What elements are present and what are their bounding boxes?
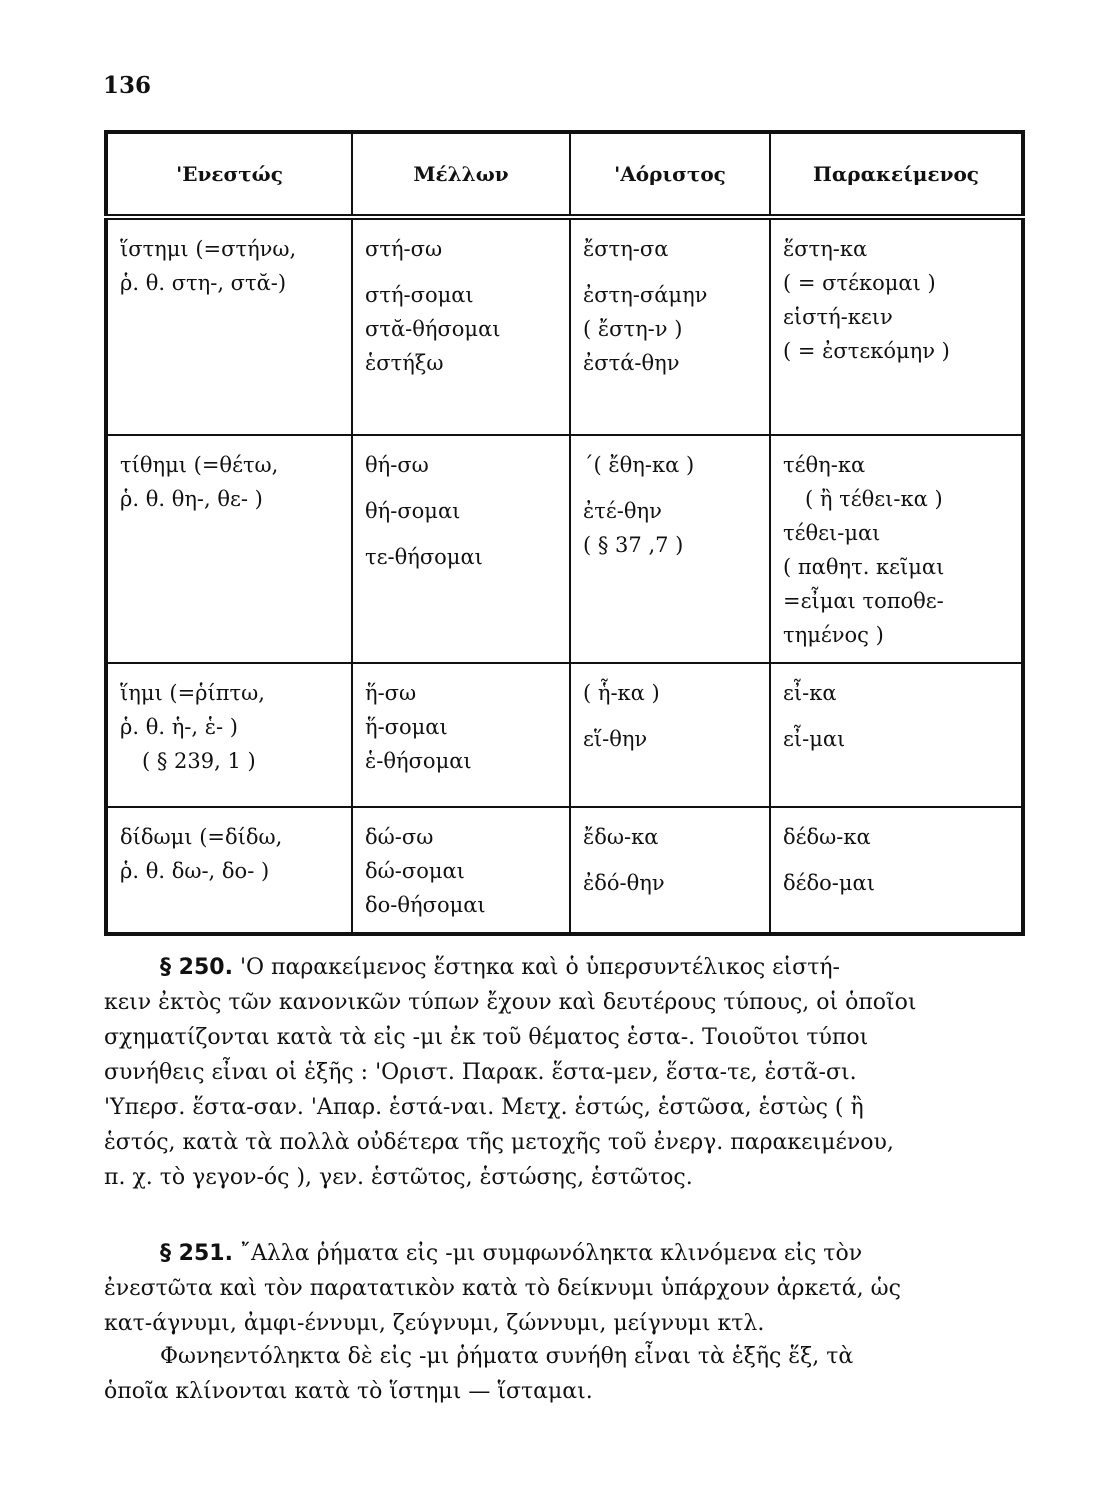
cell-line: ῥ. θ. θη-, θε- ) (120, 487, 263, 511)
cell-aorist (570, 807, 770, 934)
cell-line: τέθη-κα (783, 453, 866, 477)
table-row (106, 217, 1023, 435)
cell-line: εἶ-κα (783, 681, 837, 705)
cell-line: τίθημι (=θέτω, (120, 453, 279, 477)
cell-line: δέδο-μαι (783, 871, 875, 895)
section-number: § 251. (160, 1241, 233, 1266)
cell-line: ἔστη-σα (583, 237, 669, 261)
cell-line: ( § 37 ,7 ) (583, 533, 684, 557)
cell-line: εἵ-θην (583, 727, 648, 751)
paragraph-line: σχηματίζονται κατὰ τὰ εἰς -μι ἐκ τοῦ θέματος ἑστα-. Τοιοῦτοι τύποι (104, 1025, 869, 1050)
cell-line: ( ἧ-κα ) (583, 681, 660, 705)
cell-future (352, 435, 570, 663)
table-header-row (106, 132, 1023, 217)
cell-line: ´( ἔθη-κα ) (583, 453, 695, 477)
cell-perfect (770, 807, 1023, 934)
header-perfect: Παρακείμενος (770, 132, 1023, 217)
line-text: ῎Αλλα ῥήματα εἰς -μι συμφωνόληκτα κλινόμενα εἰς τὸν (239, 1241, 863, 1266)
cell-line: εἱστή-κειν (783, 305, 893, 329)
paragraph-line: ἑστός, κατὰ τὰ πολλὰ οὐδέτερα τῆς μετοχῆς τοῦ ἐνεργ. παρακειμένου, (104, 1130, 894, 1155)
page-number: 136 (103, 72, 152, 99)
header-future: Μέλλων (352, 132, 570, 217)
section-251-paragraph-2 (104, 1339, 1024, 1409)
cell-line: τέθει-μαι (783, 521, 881, 545)
cell-future (352, 663, 570, 807)
cell-line: ἐδό-θην (583, 871, 665, 895)
cell-perfect (770, 217, 1023, 435)
line-text: 'Ο παρακείμενος ἕστηκα καὶ ὁ ὑπερσυντέλικος εἱστή- (239, 955, 840, 980)
cell-line: ἥ-σομαι (365, 715, 448, 739)
cell-line: θή-σω (365, 453, 429, 477)
section-number: § 250. (160, 955, 233, 980)
table-row (106, 663, 1023, 807)
cell-future (352, 217, 570, 435)
cell-line: ( = στέκομαι ) (783, 271, 936, 295)
paragraph-line (104, 1236, 1024, 1271)
cell-line: στή-σομαι (365, 283, 474, 307)
cell-line: δο-θήσομαι (365, 893, 486, 917)
cell-line: δώ-σω (365, 825, 434, 849)
cell-line: στή-σω (365, 237, 443, 261)
cell-line: δέδω-κα (783, 825, 871, 849)
cell-line: ( ἔστη-ν ) (583, 317, 683, 341)
cell-present (106, 217, 352, 435)
paragraph-line: 'Υπερσ. ἕστα-σαν. 'Απαρ. ἑστά-ναι. Μετχ. ἑστώς, ἑστῶσα, ἑστὼς ( ἢ (104, 1095, 864, 1120)
cell-line: ἔδω-κα (583, 825, 659, 849)
cell-present (106, 435, 352, 663)
paragraph-line: κειν ἐκτὸς τῶν κανονικῶν τύπων ἔχουν καὶ δευτέρους τύπους, οἱ ὁποῖοι (104, 990, 917, 1015)
cell-future (352, 807, 570, 934)
cell-line: ἥ-σω (365, 681, 417, 705)
table-row (106, 807, 1023, 934)
cell-line: ( § 239, 1 ) (142, 749, 256, 773)
cell-perfect (770, 435, 1023, 663)
cell-present (106, 807, 352, 934)
cell-line: ἕστη-κα (783, 237, 868, 261)
header-aorist: 'Αόριστος (570, 132, 770, 217)
cell-line: ῥ. θ. ἡ-, ἑ- ) (120, 715, 238, 739)
cell-line: εἶ-μαι (783, 727, 846, 751)
header-present: 'Ενεστώς (106, 132, 352, 217)
cell-line: =εἶμαι τοποθε- (783, 589, 944, 613)
cell-line: τημένος ) (783, 623, 884, 647)
cell-line: ῥ. θ. δω-, δο- ) (120, 859, 270, 883)
cell-present (106, 663, 352, 807)
section-251 (104, 1236, 1024, 1341)
cell-line: ἐστά-θην (583, 351, 680, 375)
conjugation-table (104, 130, 1025, 936)
cell-line: ( παθητ. κεῖμαι (783, 555, 945, 579)
cell-aorist (570, 663, 770, 807)
paragraph-line: ἐνεστῶτα καὶ τὸν παρατατικὸν κατὰ τὸ δείκνυμι ὑπάρχουν ἀρκετά, ὡς (104, 1276, 901, 1301)
paragraph-line: κατ-άγνυμι, ἀμφι-έννυμι, ζεύγνυμι, ζώννυμι, μείγνυμι κτλ. (104, 1311, 765, 1336)
section-250 (104, 950, 1024, 1195)
cell-aorist (570, 435, 770, 663)
cell-line: ( = ἐστεκόμην ) (783, 339, 950, 363)
cell-line: δίδωμι (=δίδω, (120, 825, 283, 849)
paragraph-line: ὁποῖα κλίνονται κατὰ τὸ ἵστημι — ἵσταμαι. (104, 1379, 593, 1404)
paragraph-line (104, 950, 1024, 985)
cell-line: ῥ. θ. στη-, στᾰ-) (120, 271, 287, 295)
cell-line: ἑστήξω (365, 351, 444, 375)
table-row (106, 435, 1023, 663)
cell-line: ἐστη-σάμην (583, 283, 708, 307)
paragraph-line: π. χ. τὸ γεγον-ός ), γεν. ἑστῶτος, ἑστώσης, ἑστῶτος. (104, 1165, 693, 1190)
cell-perfect (770, 663, 1023, 807)
cell-line: τε-θήσομαι (365, 545, 483, 569)
cell-line: στᾰ-θήσομαι (365, 317, 501, 341)
cell-line: ( ἢ τέθει-κα ) (805, 487, 943, 511)
paragraph-line: Φωνηεντόληκτα δὲ εἰς -μι ῥήματα συνήθη εἶναι τὰ ἑξῆς ἕξ, τὰ (160, 1344, 854, 1369)
cell-line: ἐτέ-θην (583, 499, 662, 523)
cell-line: ἑ-θήσομαι (365, 749, 472, 773)
cell-line: ἵημι (=ῥίπτω, (120, 681, 265, 705)
cell-aorist (570, 217, 770, 435)
paragraph-line: συνήθεις εἶναι οἱ ἑξῆς : 'Οριστ. Παρακ. ἕστα-μεν, ἕστα-τε, ἑστᾶ-σι. (104, 1060, 857, 1085)
cell-line: δώ-σομαι (365, 859, 465, 883)
cell-line: ἵστημι (=στήνω, (120, 237, 297, 261)
cell-line: θή-σομαι (365, 499, 461, 523)
